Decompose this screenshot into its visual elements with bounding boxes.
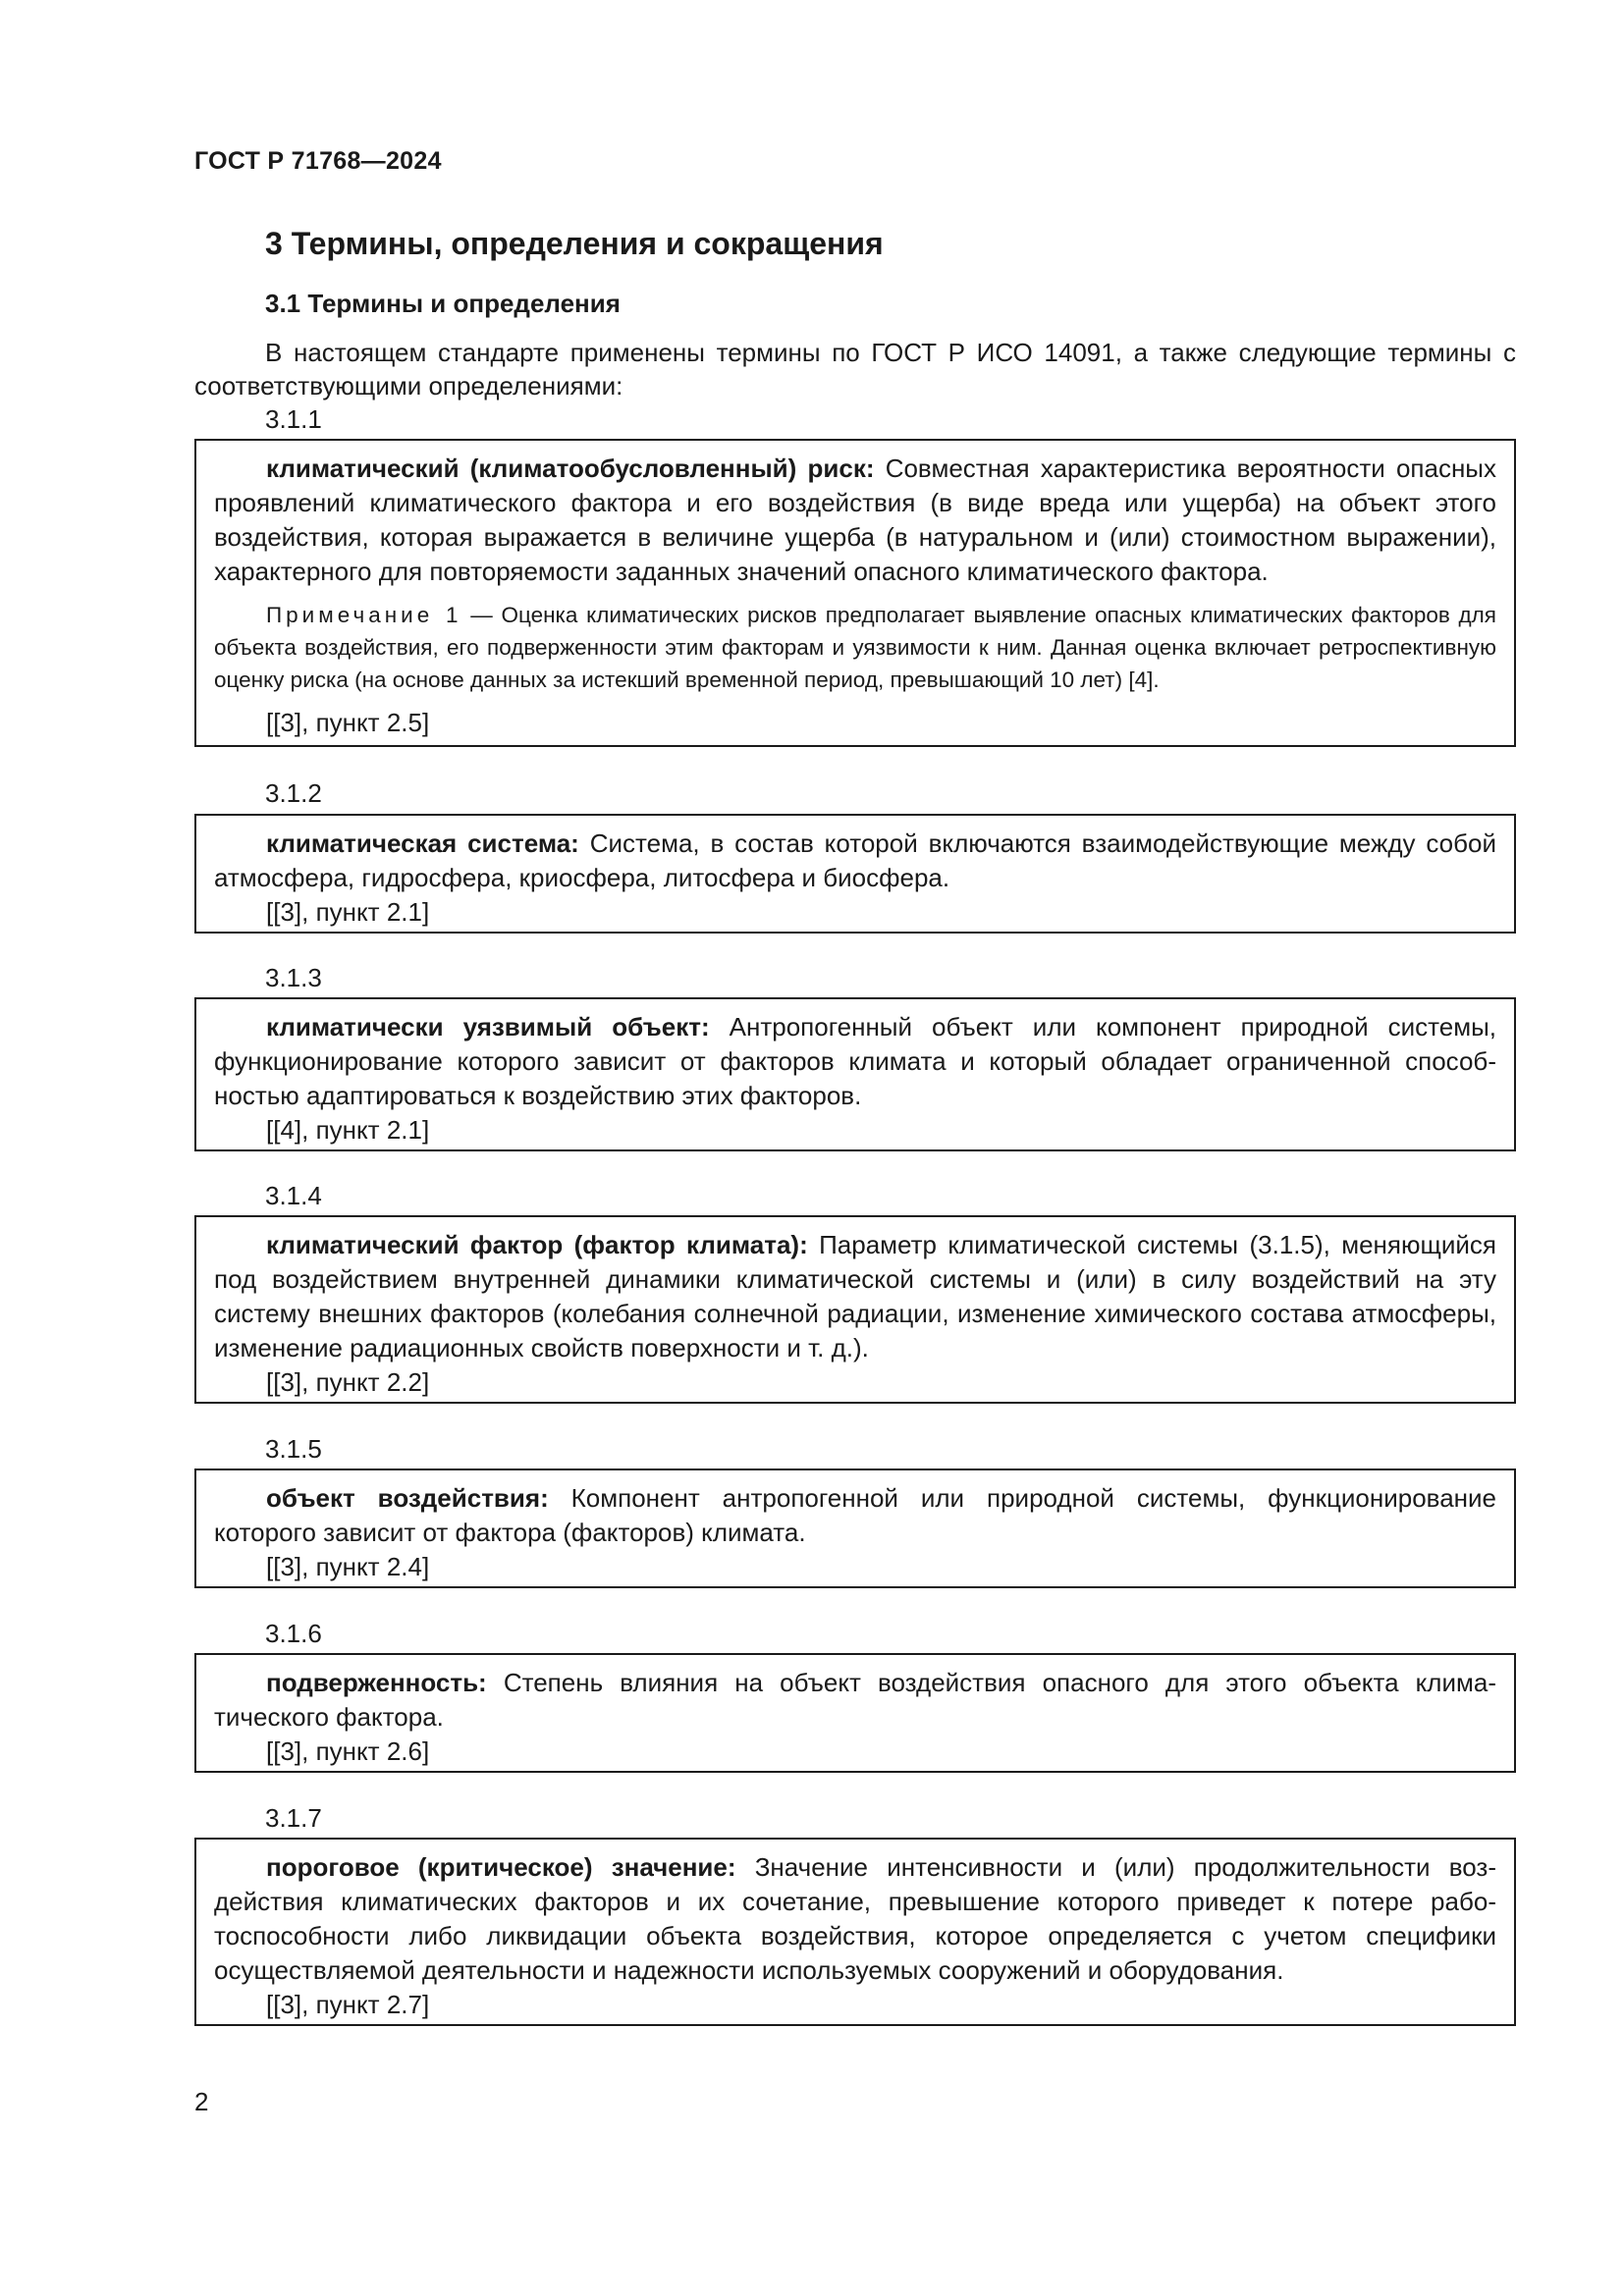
term-definition-text: Компонент антропогенной или природной системы, функционирование которого зависит от фактора (факторов) климата.	[214, 1483, 1496, 1547]
note-label: Примечание 1	[266, 603, 462, 627]
term-number-3-1-2: 3.1.2	[265, 778, 322, 808]
term-definition-text: Антропогенный объект или компонент природной системы, функционирование которого зависит от факторов климата и который обладает ограниченной способностью адаптироваться к воздействию этих факторов.	[214, 1012, 1497, 1110]
term-box-3-1-5	[194, 1468, 1516, 1588]
term-definition-text: Совместная характеристика вероятности опасных проявлений климатического фактора и его воздействия (в виде вреда или ущерба) на объект этого воздействия, которая выражается в величине ущерба (в натуральном и (или) стоимостном выражении), характерного для повторяемости заданных значений опасного климатического фактора.	[214, 454, 1496, 586]
term-source: [[3], пункт 2.7]	[266, 1990, 430, 2019]
section-title: 3 Термины, определения и сокращения	[265, 226, 884, 261]
term-box-3-1-3	[194, 997, 1516, 1151]
note-text: — Оценка климатических рисков предполагает выявление опасных климатических факторов для объекта воздействия, его подверженности этим факторам и уязвимости к ним. Данная оценка включает ретроспективную оценку риска (на основе данных за истекший временной период, превышающий 10 лет) [4].	[214, 603, 1496, 692]
term-number-3-1-5: 3.1.5	[265, 1434, 322, 1464]
term-name: климатический (климатообусловленный) риск:	[266, 454, 875, 483]
term-definition	[214, 1228, 1496, 1365]
term-source: [[3], пункт 2.1]	[266, 897, 430, 927]
term-number-3-1-7: 3.1.7	[265, 1803, 322, 1833]
term-number-3-1-4: 3.1.4	[265, 1181, 322, 1210]
term-name: климатический фактор (фактор климата):	[266, 1230, 808, 1259]
term-number-3-1-6: 3.1.6	[265, 1619, 322, 1648]
term-box-3-1-7	[194, 1838, 1516, 2026]
term-box-3-1-4	[194, 1215, 1516, 1404]
term-name: подверженность:	[266, 1668, 487, 1697]
term-definition-text: Значение интенсивности и (или) продолжительности воздействия климатических факторов и их сочетание, превышение которого приведет к потере работоспособности либо ликвидации объекта воздействия, которое определяется с учетом специфики осуществляемой деятельности и надежности используемых сооружений и оборудования.	[214, 1852, 1496, 1985]
term-name: объект воздействия:	[266, 1483, 549, 1513]
term-definition	[214, 452, 1496, 589]
term-definition	[214, 1481, 1496, 1550]
term-note	[214, 599, 1496, 696]
term-box-3-1-1	[194, 439, 1516, 747]
term-source: [[3], пункт 2.6]	[266, 1736, 430, 1766]
term-number-3-1-1: 3.1.1	[265, 404, 322, 434]
term-name: пороговое (критическое) значение:	[266, 1852, 736, 1882]
term-definition	[214, 827, 1496, 895]
term-name: климатически уязвимый объект:	[266, 1012, 710, 1041]
document-code: ГОСТ Р 71768—2024	[194, 147, 442, 175]
term-box-3-1-2	[194, 814, 1516, 934]
intro-paragraph: В настоящем стандарте применены термины по ГОСТ Р ИСО 14091, а также следующие термины с соответствующими определениями:	[194, 338, 1516, 400]
term-number-3-1-3: 3.1.3	[265, 963, 322, 992]
term-source: [[4], пункт 2.1]	[266, 1115, 430, 1145]
subsection-title: 3.1 Термины и определения	[265, 289, 621, 318]
term-definition	[214, 1010, 1496, 1113]
term-definition-text: Степень влияния на объект воздействия опасного для этого объекта климатического фактора.	[214, 1668, 1496, 1732]
term-box-3-1-6	[194, 1653, 1516, 1773]
term-definition	[214, 1850, 1496, 1988]
term-source: [[3], пункт 2.5]	[266, 708, 430, 737]
term-source: [[3], пункт 2.4]	[266, 1552, 430, 1581]
term-name: климатическая система:	[266, 828, 579, 858]
term-source: [[3], пункт 2.2]	[266, 1367, 430, 1397]
page-number: 2	[194, 2087, 209, 2116]
term-definition-text: Система, в состав которой включаются взаимодействующие между собой атмосфера, гидросфера, криосфера, литосфера и биосфера.	[214, 828, 1497, 892]
term-definition-text: Параметр климатической системы (3.1.5), меняющийся под воздействием внутренней динамики климатической системы и (или) в силу воздействий на эту систему внешних факторов (колебания солнечной радиации, изменение химического состава атмосферы, изменение радиационных свойств поверхности и т. д.).	[214, 1230, 1497, 1362]
term-definition	[214, 1666, 1496, 1735]
